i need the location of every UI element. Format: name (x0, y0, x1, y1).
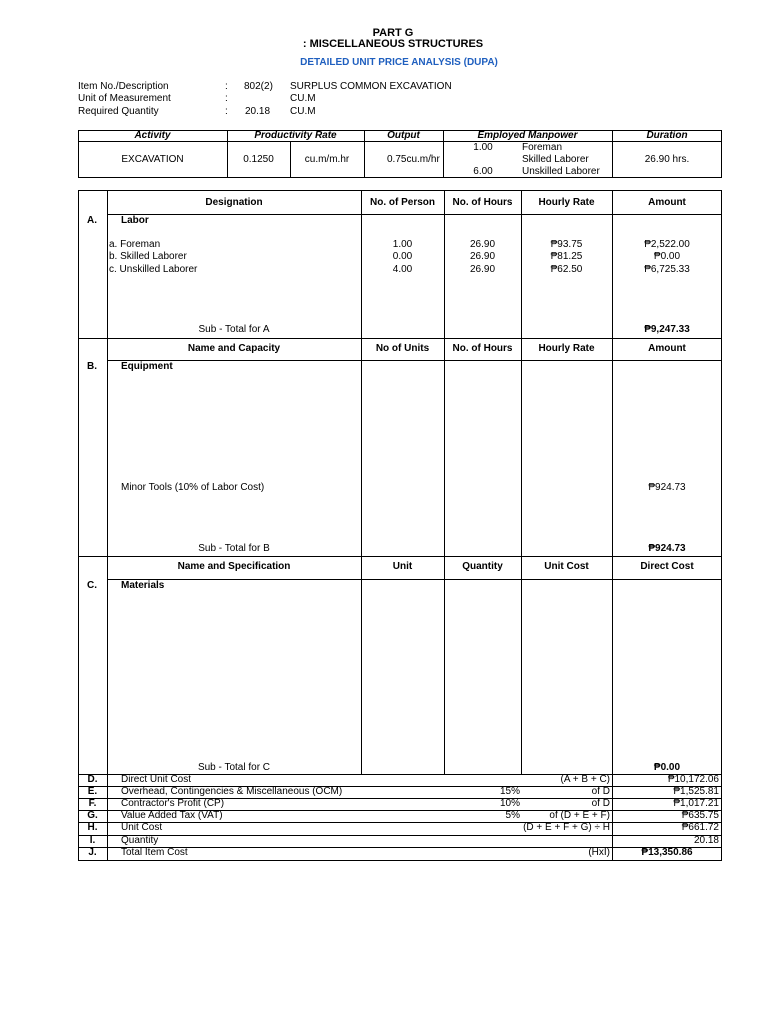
subtotal-c-label: Sub - Total for C (197, 762, 271, 773)
unit-label: Unit of Measurement (78, 93, 171, 104)
summary-formula: of D (591, 798, 610, 809)
summary-letter: G. (87, 810, 98, 821)
productivity-unit: cu.m/m.hr (304, 154, 350, 165)
labor-row-hours: 26.90 (469, 239, 496, 250)
dupa-subtitle: DETAILED UNIT PRICE ANALYSIS (DUPA) (300, 57, 498, 68)
item-label: Item No./Description (78, 81, 169, 92)
manpower-role: Unskilled Laborer (522, 166, 600, 177)
summary-value: ₱1,017.21 (673, 798, 719, 809)
persons-header: No. of Person (369, 197, 435, 208)
summary-letter: F. (88, 798, 97, 809)
summary-formula: of D (591, 786, 610, 797)
productivity-header: Productivity Rate (254, 130, 337, 141)
direct-cost-header: Direct Cost (640, 561, 694, 572)
subtotal-a-label: Sub - Total for A (198, 324, 270, 335)
part-title: PART G (372, 27, 414, 39)
subtotal-c-value: ₱0.00 (653, 762, 681, 773)
unit-header: Unit (392, 561, 413, 572)
summary-value: ₱10,172.06 (667, 774, 719, 785)
manpower-role: Foreman (522, 142, 563, 153)
labor-row-name: a. Foreman (109, 239, 161, 250)
duration-value: 26.90 hrs. (644, 154, 690, 165)
unit-value: CU.M (290, 93, 316, 104)
duration-header: Duration (646, 130, 688, 141)
summary-value: ₱1,525.81 (673, 786, 719, 797)
labor-row-hours: 26.90 (469, 264, 496, 275)
item-no: 802(2) (244, 81, 273, 92)
labor-row-rate: ₱93.75 (550, 239, 583, 250)
summary-pct: 10% (499, 798, 520, 809)
materials-name-header: Name and Specification (177, 561, 291, 572)
colon: : (225, 106, 228, 117)
section-c-letter: C. (87, 580, 97, 591)
unit-cost-header: Unit Cost (544, 561, 589, 572)
summary-value: 20.18 (693, 835, 719, 846)
manpower-count: 6.00 (473, 166, 493, 177)
summary-formula: of (D + E + F) (549, 810, 610, 821)
labor-row-persons: 1.00 (392, 239, 413, 250)
summary-label: Overhead, Contingencies & Miscellaneous (OCM) (121, 786, 343, 797)
summary-pct: 15% (499, 786, 520, 797)
colon: : (225, 81, 228, 92)
units-header: No of Units (375, 343, 430, 354)
summary-label: Contractor's Profit (CP) (121, 798, 225, 809)
rate-header: Hourly Rate (538, 197, 595, 208)
summary-label: Direct Unit Cost (121, 774, 192, 785)
labor-row-persons: 4.00 (392, 264, 413, 275)
amount-header: Amount (648, 343, 686, 354)
labor-row-name: b. Skilled Laborer (109, 251, 187, 262)
equipment-title: Equipment (121, 361, 173, 372)
summary-value: ₱635.75 (681, 810, 719, 821)
item-description: SURPLUS COMMON EXCAVATION (290, 81, 452, 92)
labor-row-persons: 0.00 (392, 251, 413, 262)
activity-header: Activity (134, 130, 171, 141)
summary-pct: 5% (505, 810, 520, 821)
subtotal-b-value: ₱924.73 (648, 543, 686, 554)
summary-letter: H. (87, 822, 98, 833)
quantity-value: 20.18 (245, 106, 271, 117)
hours-header: No. of Hours (452, 197, 513, 208)
manpower-count: 1.00 (473, 142, 493, 153)
summary-formula: (HxI) (588, 847, 610, 858)
summary-formula: (A + B + C) (560, 774, 610, 785)
equipment-name-header: Name and Capacity (187, 343, 281, 354)
subtotal-b-label: Sub - Total for B (198, 543, 270, 554)
quantity-label: Required Quantity (78, 106, 159, 117)
summary-label: Quantity (121, 835, 159, 846)
summary-letter: I. (89, 835, 96, 846)
minor-tools-label: Minor Tools (10% of Labor Cost) (121, 482, 265, 493)
summary-label: Total Item Cost (121, 847, 188, 858)
designation-header: Designation (205, 197, 263, 208)
materials-title: Materials (121, 580, 165, 591)
hours-header: No. of Hours (452, 343, 513, 354)
amount-header: Amount (648, 197, 686, 208)
summary-letter: E. (87, 786, 98, 797)
quantity-unit: CU.M (290, 106, 316, 117)
activity-name: EXCAVATION (121, 154, 184, 165)
section-a-letter: A. (87, 215, 97, 226)
labor-row-rate: ₱81.25 (550, 251, 583, 262)
output-header: Output (387, 130, 420, 141)
labor-row-amount: ₱0.00 (653, 251, 681, 262)
minor-tools-amount: ₱924.73 (648, 482, 686, 493)
labor-row-amount: ₱6,725.33 (644, 264, 690, 275)
summary-label: Value Added Tax (VAT) (121, 810, 223, 821)
cost-table (78, 190, 722, 861)
summary-letter: D. (87, 774, 98, 785)
section-b-letter: B. (87, 361, 97, 372)
summary-label: Unit Cost (121, 822, 163, 833)
section-title: : MISCELLANEOUS STRUCTURES (302, 38, 484, 47)
summary-value: ₱661.72 (681, 822, 719, 833)
labor-row-name: c. Unskilled Laborer (109, 264, 198, 275)
labor-row-rate: ₱62.50 (550, 264, 583, 275)
colon: : (225, 93, 228, 104)
total-item-cost: ₱13,350.86 (641, 847, 693, 858)
productivity-rate: 0.1250 (243, 154, 274, 165)
manpower-role: Skilled Laborer (522, 154, 589, 165)
summary-letter: J. (88, 847, 97, 858)
summary-formula: (D + E + F + G) ÷ H (523, 822, 610, 833)
subtotal-a-value: ₱9,247.33 (644, 324, 690, 335)
rate-header: Hourly Rate (538, 343, 595, 354)
labor-row-amount: ₱2,522.00 (644, 239, 690, 250)
manpower-header: Employed Manpower (477, 130, 578, 141)
output-value: 0.75cu.m/hr (387, 154, 440, 165)
labor-title: Labor (121, 215, 149, 226)
quantity-header: Quantity (462, 561, 503, 572)
labor-row-hours: 26.90 (469, 251, 496, 262)
